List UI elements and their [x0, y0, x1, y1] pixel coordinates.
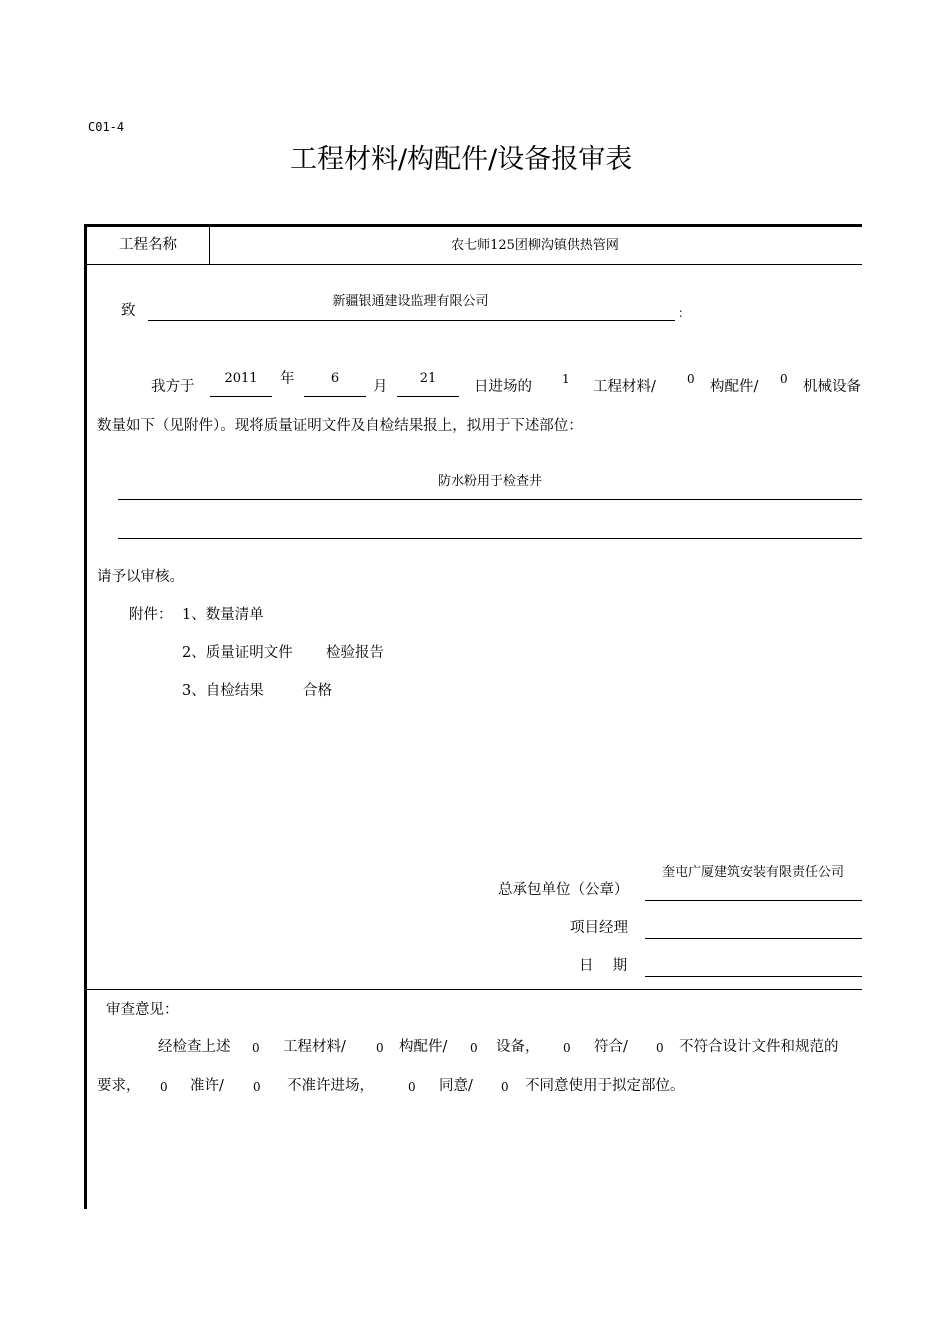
project-manager-underline	[645, 938, 862, 939]
components-count: 0	[687, 372, 695, 386]
equipment-count: 0	[780, 372, 788, 386]
day-underline	[397, 396, 459, 397]
review-count-disagree: 0	[501, 1080, 509, 1094]
usage-underline-2	[118, 538, 862, 539]
attachment-item-2-value: 检验报告	[326, 645, 384, 661]
entry-year: 2011	[224, 371, 258, 386]
review-count-components: 0	[376, 1041, 384, 1055]
row-divider-review	[86, 989, 862, 990]
to-prefix: 致	[121, 303, 136, 319]
year-underline	[210, 396, 272, 397]
review-count-allow: 0	[160, 1080, 168, 1094]
recipient-underline	[148, 320, 675, 321]
materials-label: 工程材料/	[593, 379, 656, 395]
project-name-label: 工程名称	[119, 237, 177, 253]
attachment-item-3-value: 合格	[303, 683, 332, 699]
recipient-name: 新疆银通建设监理有限公司	[332, 294, 489, 309]
review-text-allow: 准许/	[190, 1078, 224, 1094]
form-code: C01-4	[88, 120, 125, 134]
review-text-disallow: 不准许进场，	[287, 1078, 374, 1094]
usage-location: 防水粉用于检查井	[437, 474, 542, 489]
page-title: 工程材料/构配件/设备报审表	[290, 144, 633, 175]
month-underline	[304, 396, 366, 397]
date-label: 日 期	[579, 958, 628, 974]
attachment-item-3: 3、自检结果	[182, 683, 264, 699]
review-line-1-prefix: 经检查上述	[158, 1039, 231, 1055]
attachment-item-2: 2、质量证明文件	[182, 645, 293, 661]
review-count-conform: 0	[563, 1041, 571, 1055]
contractor-label: 总承包单位（公章）	[498, 882, 629, 898]
review-text-materials: 工程材料/	[283, 1039, 346, 1055]
review-text-nonconform: 不符合设计文件和规范的	[679, 1039, 839, 1055]
attachments-label: 附件：	[129, 607, 173, 623]
entry-month: 6	[330, 371, 340, 386]
entry-line-2: 数量如下（见附件）。现将质量证明文件及自检结果报上，拟用于下述部位：	[97, 418, 583, 434]
review-request: 请予以审核。	[97, 569, 184, 585]
review-count-agree: 0	[408, 1080, 416, 1094]
entry-day: 21	[419, 371, 437, 386]
attachment-item-1: 1、数量清单	[182, 607, 264, 623]
project-manager-label: 项目经理	[570, 920, 628, 936]
review-count-equipment: 0	[470, 1041, 478, 1055]
entry-intro: 我方于	[151, 379, 195, 395]
usage-underline-1	[118, 499, 862, 500]
entry-year-unit: 年	[280, 371, 295, 387]
row-divider-project	[86, 264, 862, 265]
components-label: 构配件/	[710, 379, 759, 395]
review-text-disagree: 不同意使用于拟定部位。	[525, 1078, 685, 1094]
entry-day-unit: 日进场的	[474, 379, 532, 395]
review-count-materials: 0	[252, 1041, 260, 1055]
review-count-nonconform: 0	[656, 1041, 664, 1055]
project-name-value: 农七师125团柳沟镇供热管网	[451, 238, 619, 253]
date-underline	[645, 976, 862, 977]
review-text-agree: 同意/	[439, 1078, 473, 1094]
review-text-conform: 符合/	[594, 1039, 628, 1055]
equipment-label: 机械设备	[803, 379, 861, 395]
table-top-border	[85, 224, 862, 227]
contractor-name: 奎屯广厦建筑安装有限责任公司	[661, 865, 844, 880]
table-left-border	[84, 224, 87, 1209]
review-text-components: 构配件/	[399, 1039, 448, 1055]
review-line-2-prefix: 要求，	[97, 1078, 141, 1094]
contractor-underline	[645, 900, 862, 901]
review-text-equipment: 设备，	[496, 1039, 540, 1055]
materials-count: 1	[562, 372, 570, 386]
entry-month-unit: 月	[373, 379, 388, 395]
to-suffix: ：	[678, 306, 691, 320]
review-count-disallow: 0	[253, 1080, 261, 1094]
review-opinion-label: 审查意见：	[106, 1002, 179, 1018]
